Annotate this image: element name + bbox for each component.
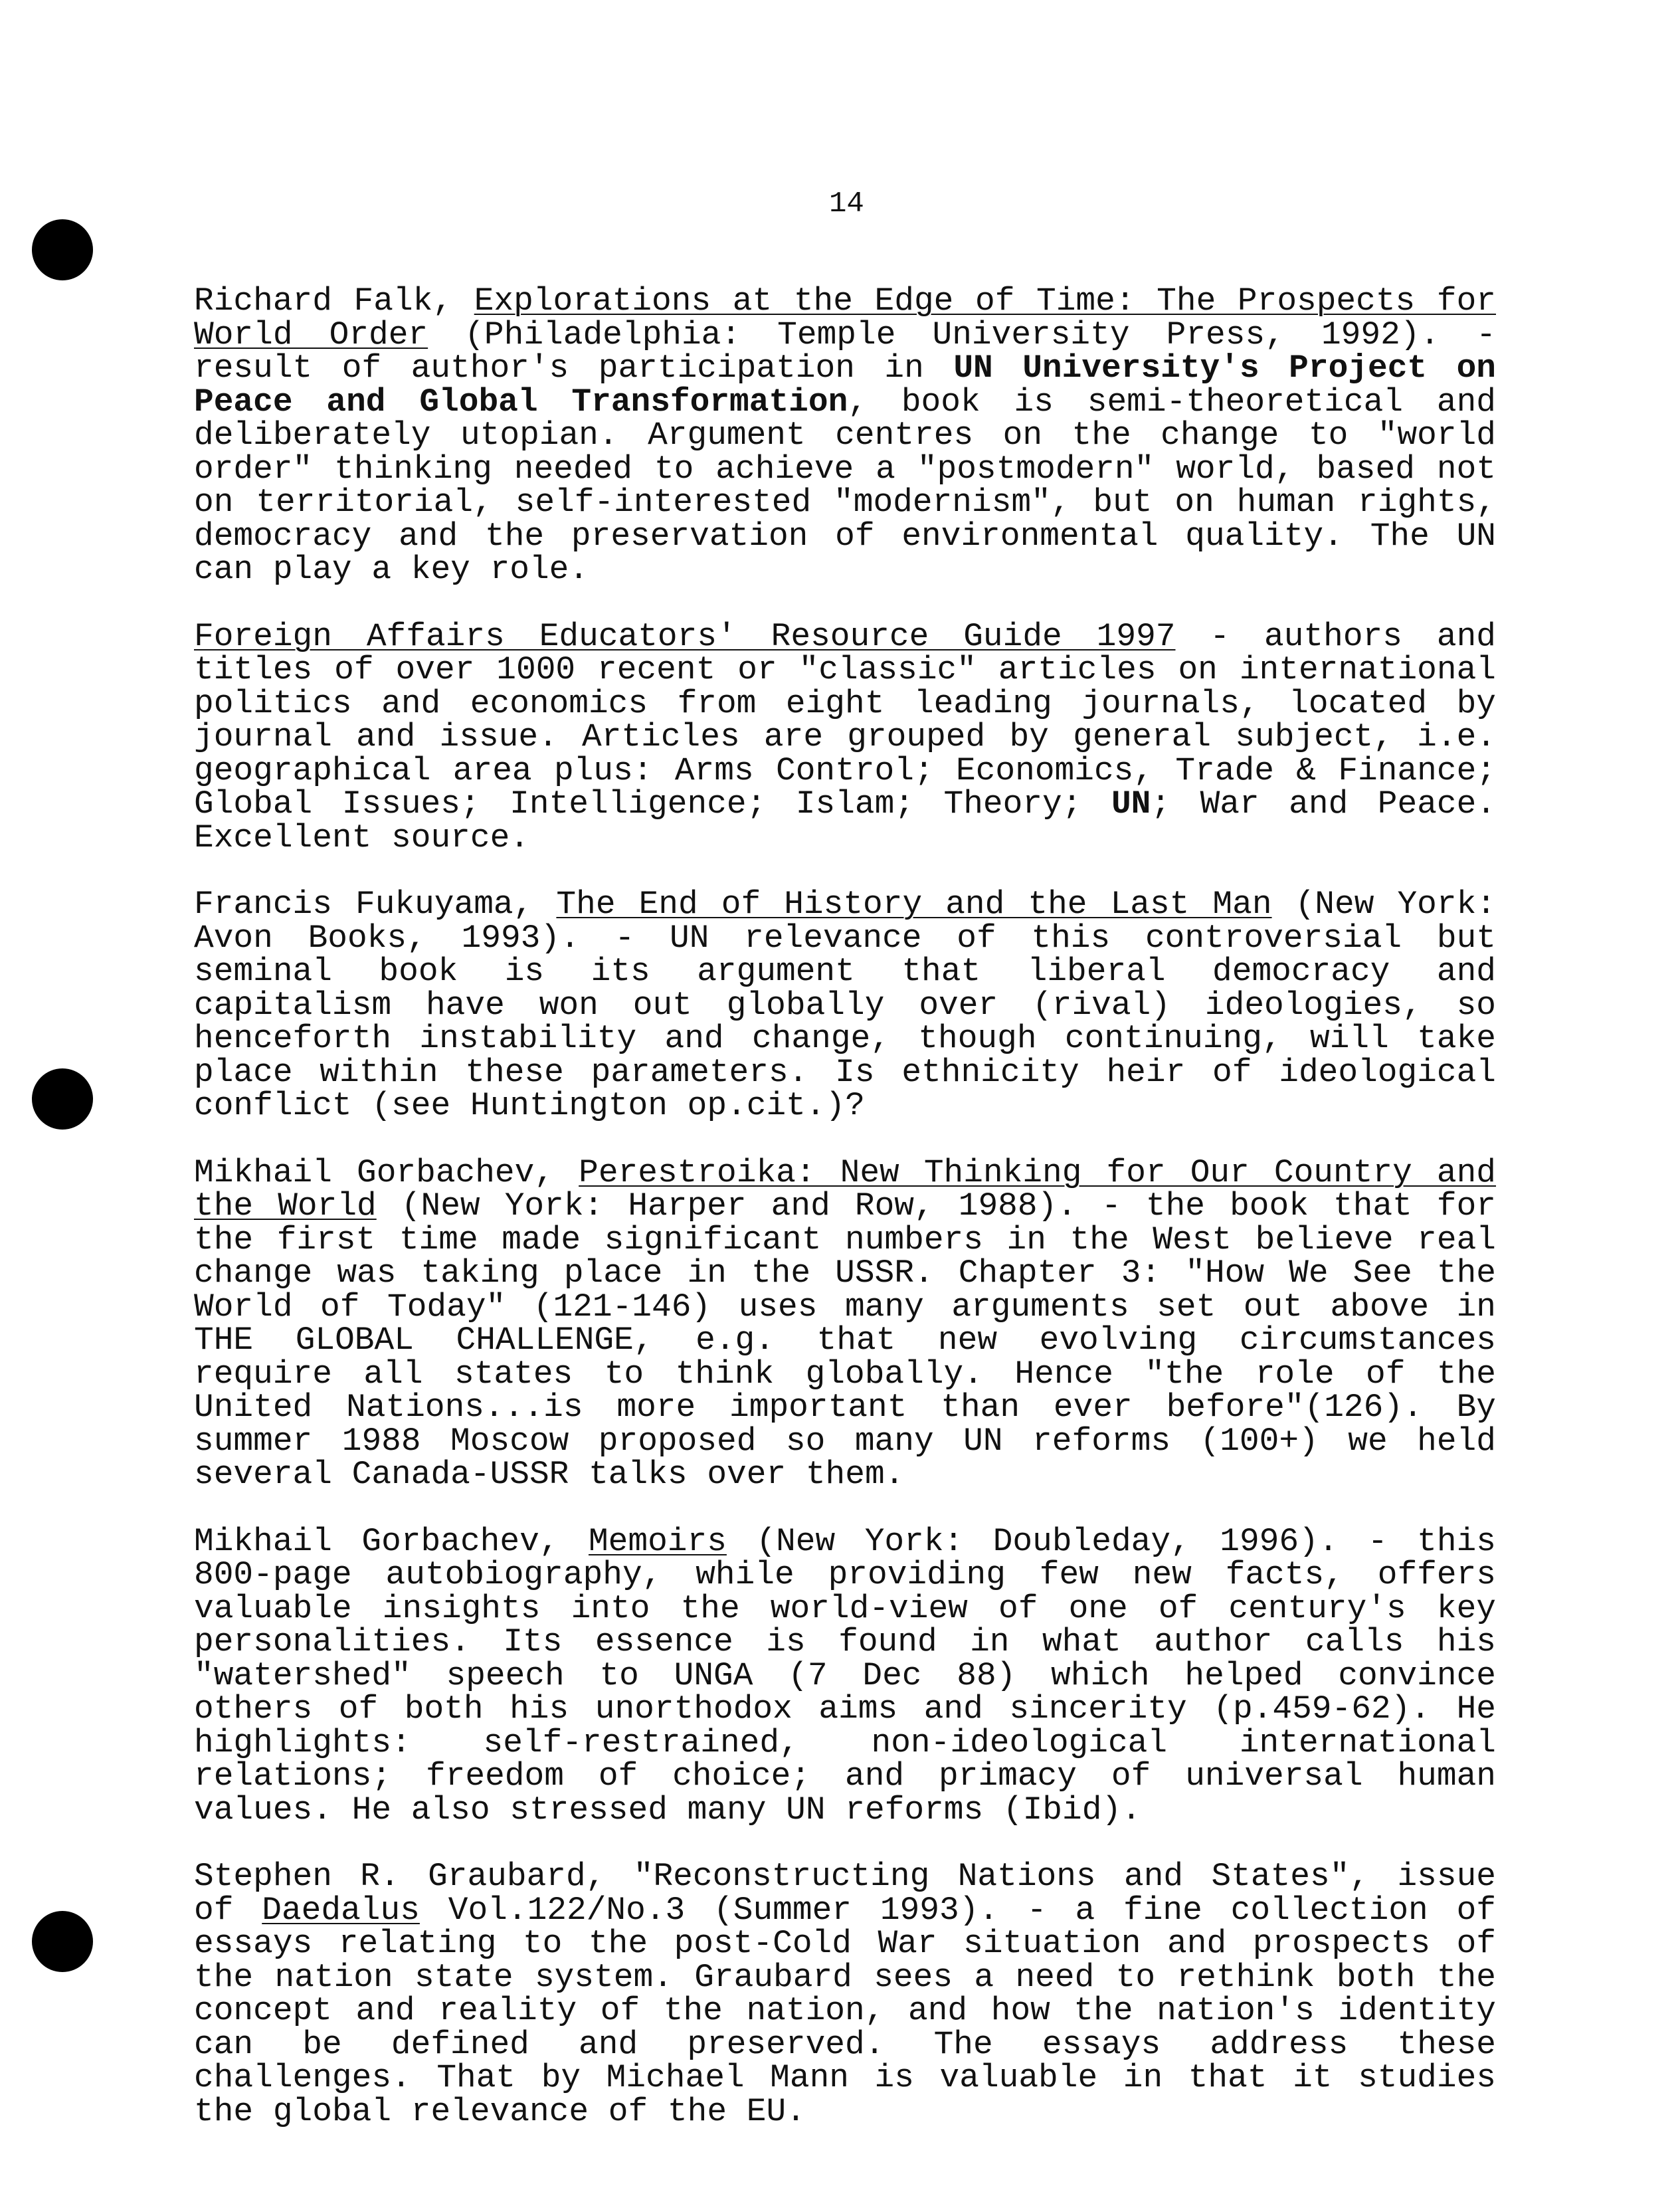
entry-title: Foreign Affairs Educators' Resource Guide 1997 [194,617,1176,655]
bibliography-list [194,284,1496,2161]
entry-text [194,1860,1496,2128]
entry-annotation: (New York: Doubleday, 1996). - this 800-page autobiography, while providing few new facts, offers valuable insights into the world-view of one of century's key personalities. Its essence is found in what author calls his "watershed" speech to UNGA (7 Dec 88) which helped convince others of both his unorthodox aims and sincerity (p.459-62). He highlights: self-restrained, non-ideological international relations; freedom of choice; and primacy of universal human values. He also stressed many UN reforms (Ibid). [194,1522,1496,1829]
punch-hole [32,219,93,280]
entry-title: The End of History and the Last Man [556,886,1272,923]
entry-title: Memoirs [588,1522,727,1560]
punch-hole [32,1911,93,1972]
entry-text [194,284,1496,587]
entry-author: Mikhail Gorbachev, [194,1153,579,1191]
entry-emphasis: UN University's Project on Peace and Global Transformation [194,349,1496,421]
entry-annotation: - authors and titles of over 1000 recent or "classic" articles on international politics and economics from eight leading journals, located by journal and issue. Articles are grouped by general subject, i.e. geographical area plus: Arms Control; Economics, Trade & Finance; Global Issues; Intelligence; Islam; Theory; [194,617,1496,823]
entry-publication: (New York: Avon Books, 1993). - [194,886,1497,957]
entry-title: Explorations at the Edge of Time: The Prospects for World Order [194,282,1496,353]
bibliography-entry-fukuyama [194,888,1496,1123]
entry-text [194,888,1496,1123]
entry-author: Richard Falk, [194,282,474,320]
entry-text [194,1522,1496,1829]
bibliography-entry-falk [194,284,1496,587]
bibliography-entry-gorbachev-perestroika [194,1153,1497,1493]
entry-author: Francis Fukuyama, [194,886,557,923]
entry-text [194,617,1497,856]
entry-emphasis: UN [1111,785,1151,823]
punch-hole [32,1068,93,1130]
entry-annotation-end: ; War and Peace. Excellent source. [194,785,1497,856]
entry-title: Daedalus [262,1891,420,1929]
entry-text [194,1153,1497,1493]
entry-annotation: UN relevance of this controversial but seminal book is its argument that liberal democracy and capitalism have won out globally over (rival) ideologies, so henceforth instability and change, though continuing, will take place within these parameters. Is ethnicity heir of ideological conflict (see Huntington op.cit.)? [194,919,1496,1124]
entry-annotation: Vol.122/No.3 (Summer 1993). - a fine collection of essays relating to the post-Cold War situation and prospects of the nation state system. Graubard sees a need to rethink both the concept and reality of the nation, and how the nation's identity can be defined and preserved. The essays address these challenges. That by Michael Mann is valuable in that it studies the global relevance of the EU. [194,1891,1496,2130]
entry-annotation: (New York: Harper and Row, 1988). - the book that for the first time made significant numbers in the West believe real change was taking place in the USSR. Chapter 3: "How We See the World of Today" (121-146) uses many arguments set out above in THE GLOBAL CHALLENGE, e.g. that new evolving circumstances require all states to think globally. Hence "the role of the United Nations...is more important than ever before"(126). By summer 1988 Moscow proposed so many UN reforms (100+) we held several Canada-USSR talks over them. [194,1187,1497,1493]
entry-annotation: , book is semi-theoretical and deliberately utopian. Argument centres on the change to "world order" thinking needed to achieve a "postmodern" world, based not on territorial, self-interested "modernism", but on human rights, democracy and the preservation of environmental quality. The UN can play a key role. [194,383,1496,588]
entry-author: Mikhail Gorbachev, [194,1522,589,1560]
entry-author: Stephen R. Graubard, "Reconstructing Nations and States", issue of [194,1858,1496,1929]
bibliography-entry-graubard [194,1860,1496,2128]
bibliography-entry-gorbachev-memoirs [194,1522,1496,1829]
entry-title: Perestroika: New Thinking for Our Country and the World [194,1153,1496,1225]
bibliography-entry-foreign-affairs [194,617,1497,856]
entry-publication: (Philadelphia: Temple University Press, 1992). - result of author's participation in [194,316,1496,387]
page-number: 14 [829,187,864,221]
